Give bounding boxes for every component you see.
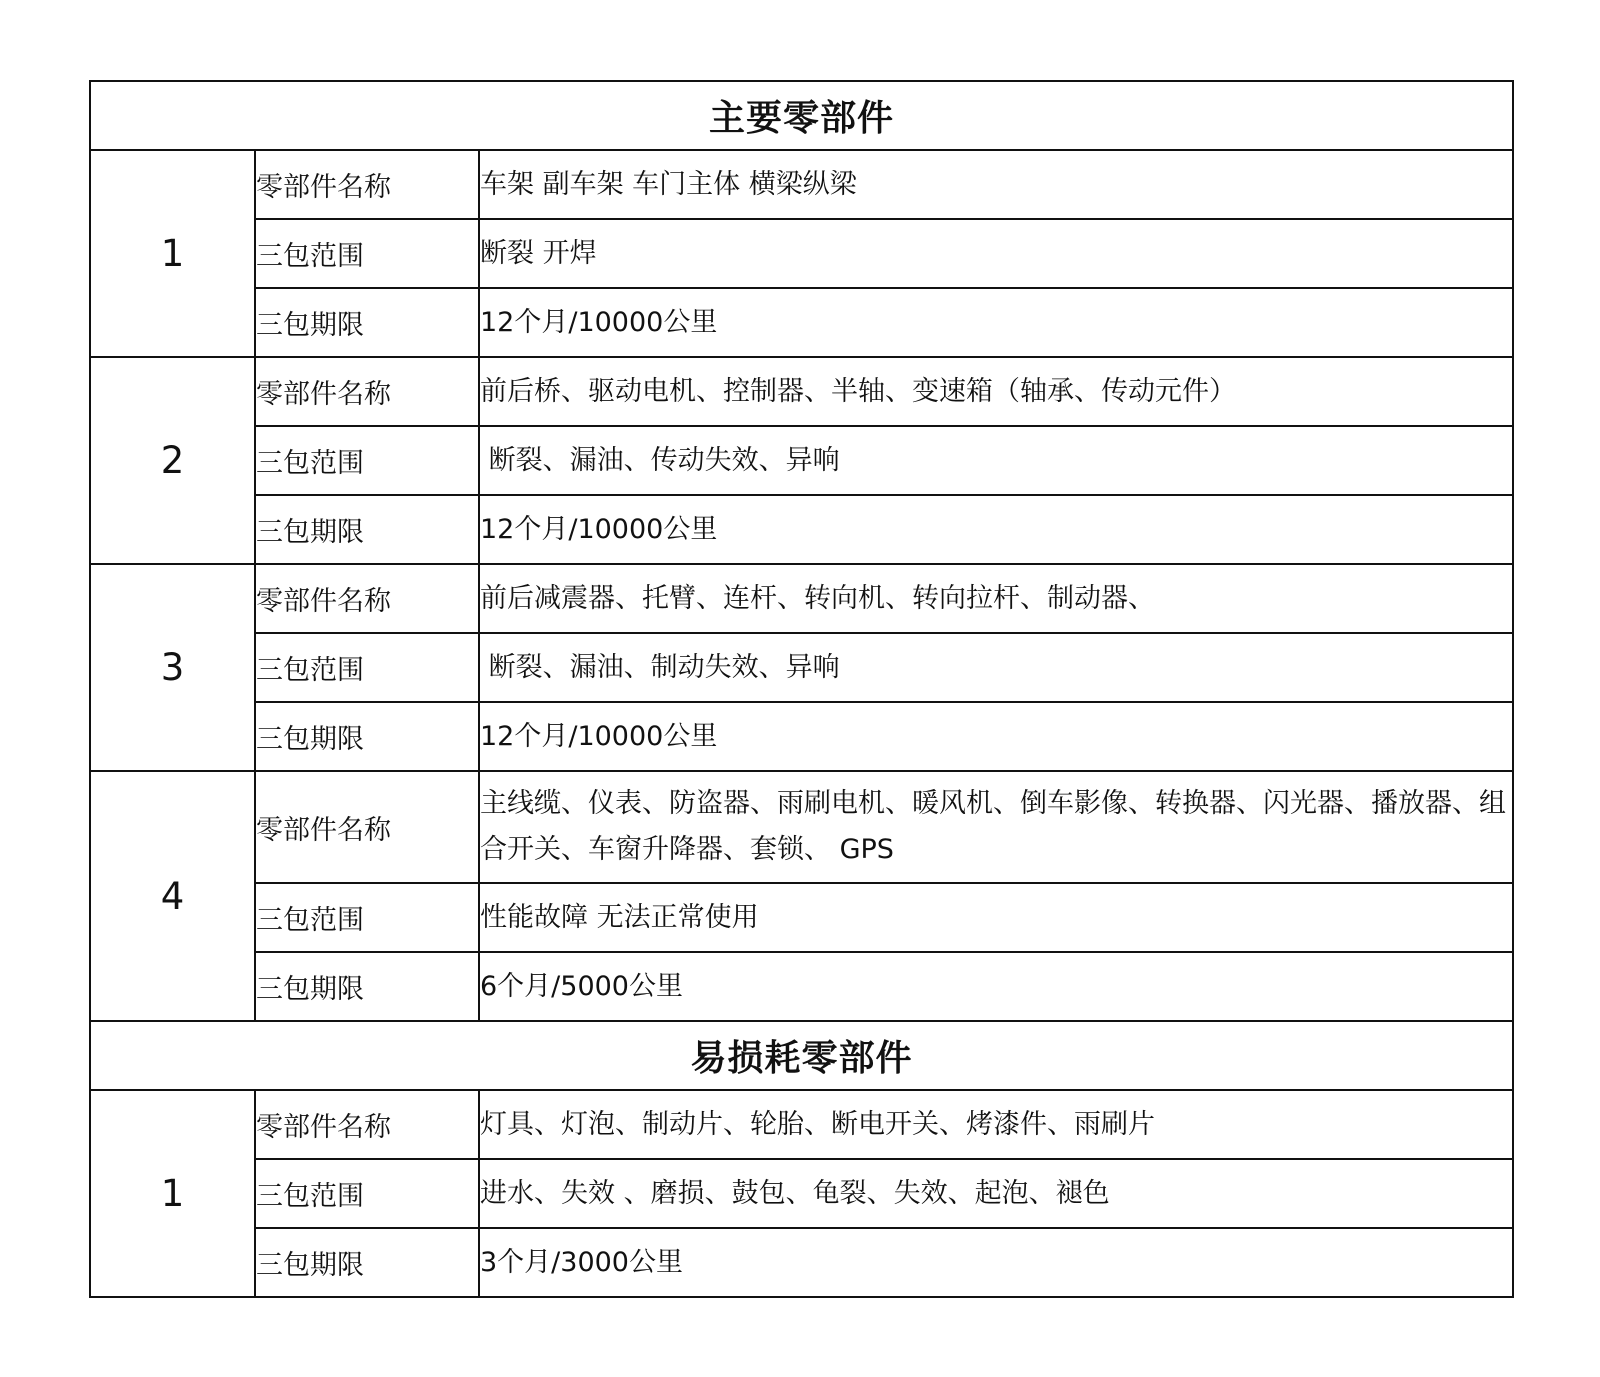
warranty-scope-value: 性能故障 无法正常使用 bbox=[479, 883, 1513, 952]
table-row bbox=[90, 495, 1513, 564]
part-name-value: 主线缆、仪表、防盗器、雨刷电机、暖风机、倒车影像、转换器、闪光器、播放器、组合开关、车窗升降器、套锁、 GPS bbox=[479, 771, 1513, 883]
row-label-name: 零部件名称 bbox=[255, 357, 479, 426]
row-label-period: 三包期限 bbox=[255, 1228, 479, 1297]
row-label-name: 零部件名称 bbox=[255, 1090, 479, 1159]
warranty-scope-value: 断裂、漏油、传动失效、异响 bbox=[479, 426, 1513, 495]
row-label-name: 零部件名称 bbox=[255, 771, 479, 883]
row-label-name: 零部件名称 bbox=[255, 564, 479, 633]
table-row bbox=[90, 952, 1513, 1021]
table-row bbox=[90, 1228, 1513, 1297]
group-number: 3 bbox=[90, 564, 255, 771]
row-label-name: 零部件名称 bbox=[255, 150, 479, 219]
row-label-scope: 三包范围 bbox=[255, 426, 479, 495]
table-row bbox=[90, 564, 1513, 633]
warranty-table bbox=[89, 80, 1514, 1298]
part-name-value: 灯具、灯泡、制动片、轮胎、断电开关、烤漆件、雨刷片 bbox=[479, 1090, 1513, 1159]
part-name-value: 车架 副车架 车门主体 横梁纵梁 bbox=[479, 150, 1513, 219]
section-header-main bbox=[90, 81, 1513, 150]
table-row bbox=[90, 633, 1513, 702]
row-label-scope: 三包范围 bbox=[255, 633, 479, 702]
table-row bbox=[90, 288, 1513, 357]
table-row bbox=[90, 219, 1513, 288]
section-title-main: 主要零部件 bbox=[90, 81, 1513, 150]
warranty-scope-value: 断裂 开焊 bbox=[479, 219, 1513, 288]
warranty-scope-value: 断裂、漏油、制动失效、异响 bbox=[479, 633, 1513, 702]
group-number: 1 bbox=[90, 150, 255, 357]
table-row bbox=[90, 771, 1513, 883]
row-label-scope: 三包范围 bbox=[255, 883, 479, 952]
warranty-period-value: 12个月/10000公里 bbox=[479, 288, 1513, 357]
table-row bbox=[90, 702, 1513, 771]
section-title-wear: 易损耗零部件 bbox=[90, 1021, 1513, 1090]
warranty-period-value: 3个月/3000公里 bbox=[479, 1228, 1513, 1297]
section-header-wear bbox=[90, 1021, 1513, 1090]
row-label-period: 三包期限 bbox=[255, 288, 479, 357]
table-row bbox=[90, 1090, 1513, 1159]
table-row bbox=[90, 357, 1513, 426]
table-row bbox=[90, 883, 1513, 952]
warranty-period-value: 12个月/10000公里 bbox=[479, 702, 1513, 771]
row-label-scope: 三包范围 bbox=[255, 1159, 479, 1228]
group-number: 2 bbox=[90, 357, 255, 564]
row-label-period: 三包期限 bbox=[255, 702, 479, 771]
warranty-scope-value: 进水、失效 、磨损、鼓包、龟裂、失效、起泡、褪色 bbox=[479, 1159, 1513, 1228]
part-name-value: 前后减震器、托臂、连杆、转向机、转向拉杆、制动器、 bbox=[479, 564, 1513, 633]
table-row bbox=[90, 426, 1513, 495]
warranty-period-value: 12个月/10000公里 bbox=[479, 495, 1513, 564]
group-number: 4 bbox=[90, 771, 255, 1021]
row-label-period: 三包期限 bbox=[255, 952, 479, 1021]
row-label-scope: 三包范围 bbox=[255, 219, 479, 288]
warranty-period-value: 6个月/5000公里 bbox=[479, 952, 1513, 1021]
table-row bbox=[90, 1159, 1513, 1228]
row-label-period: 三包期限 bbox=[255, 495, 479, 564]
part-name-value: 前后桥、驱动电机、控制器、半轴、变速箱（轴承、传动元件） bbox=[479, 357, 1513, 426]
table-row bbox=[90, 150, 1513, 219]
group-number: 1 bbox=[90, 1090, 255, 1297]
